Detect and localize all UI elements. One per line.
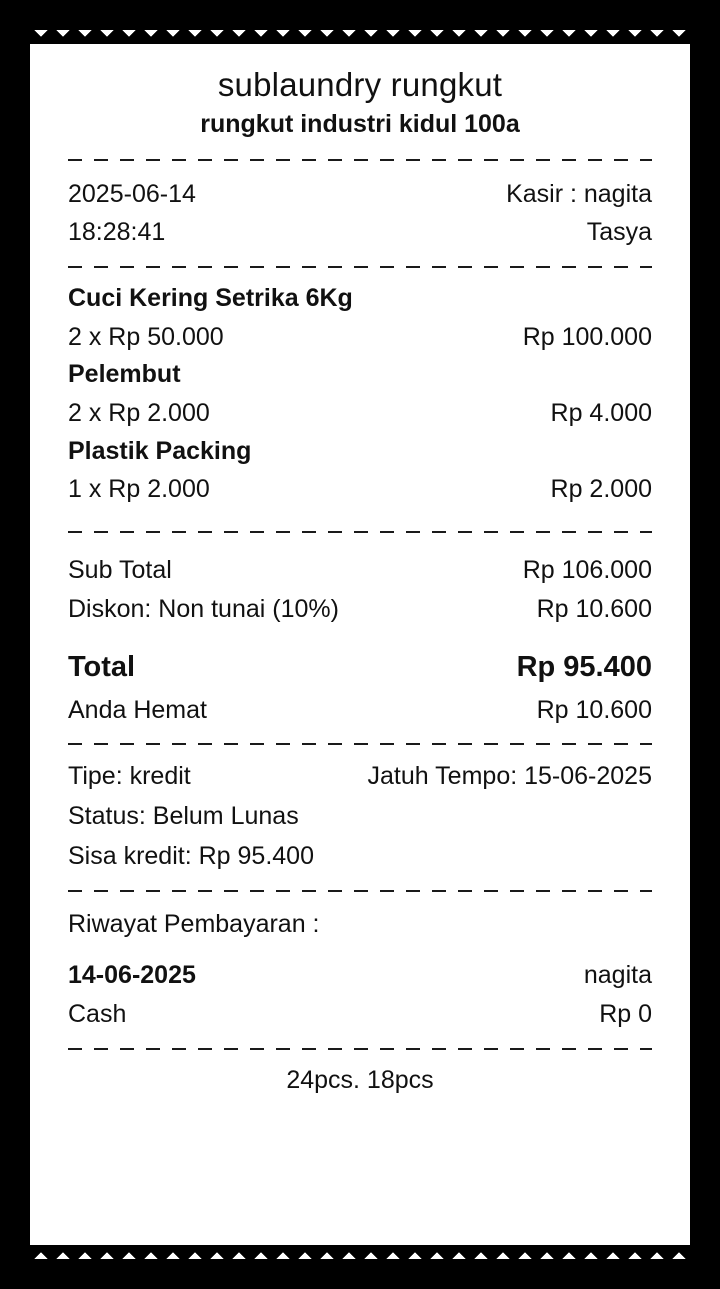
list-item [68, 956, 652, 1034]
payment-method: Cash [68, 999, 127, 1028]
store-name: sublaundry rungkut [217, 66, 503, 103]
savings-row [68, 691, 652, 730]
list-item [68, 280, 652, 356]
torn-edge-top [30, 30, 690, 44]
receipt-meta-row-1 [68, 175, 652, 214]
payment-detail-row [68, 995, 652, 1034]
subtotal-value: Rp 106.000 [522, 555, 652, 584]
list-item [68, 433, 652, 509]
total-value: Rp 95.400 [516, 651, 652, 684]
divider [68, 531, 652, 533]
item-amount: Rp 4.000 [550, 398, 652, 427]
discount-value: Rp 10.600 [536, 594, 652, 623]
divider [68, 159, 652, 161]
credit-status-label: Status: Belum Lunas [68, 802, 299, 831]
total-label: Total [68, 651, 136, 684]
payment-date: 14-06-2025 [68, 961, 196, 990]
item-amount: Rp 100.000 [522, 322, 652, 351]
discount-row [68, 590, 652, 629]
divider [68, 1048, 652, 1050]
payment-history-title: Riwayat Pembayaran : [68, 910, 320, 939]
receipt-paper [30, 30, 690, 1259]
receipt-container [30, 30, 690, 1259]
subtotal-row [68, 551, 652, 590]
receipt-meta-row-2 [68, 213, 652, 252]
divider [68, 890, 652, 892]
item-amount: Rp 2.000 [550, 475, 652, 503]
item-name: Plastik Packing [68, 436, 252, 465]
list-item [68, 356, 652, 432]
payment-actor: nagita [583, 961, 652, 990]
savings-value: Rp 10.600 [536, 695, 652, 724]
item-name: Pelembut [68, 360, 181, 389]
store-address: rungkut industri kidul 100a [200, 110, 520, 139]
transaction-time: 18:28:41 [68, 218, 166, 247]
item-qty-price: 1 x Rp 2.000 [68, 475, 210, 503]
piece-count-footer: 24pcs. 18pcs [286, 1065, 434, 1094]
discount-label: Diskon: Non tunai (10%) [68, 594, 339, 623]
cashier-name-continued: Tasya [586, 218, 652, 247]
credit-due-label: Jatuh Tempo: 15-06-2025 [367, 762, 652, 791]
item-amount-row [68, 470, 652, 509]
subtotal-label: Sub Total [68, 555, 172, 584]
item-amount-row [68, 318, 652, 357]
credit-type-label: Tipe: kredit [68, 762, 191, 791]
item-list [68, 280, 652, 509]
cashier-label: Kasir : nagita [506, 179, 652, 208]
payment-history-list [68, 956, 652, 1034]
payment-amount: Rp 0 [599, 999, 652, 1028]
credit-remaining-label: Sisa kredit: Rp 95.400 [68, 842, 314, 871]
torn-edge-bottom [30, 1245, 690, 1259]
item-amount-row [68, 394, 652, 433]
transaction-date: 2025-06-14 [68, 179, 196, 208]
credit-type-row [68, 757, 652, 796]
divider [68, 266, 652, 268]
savings-label: Anda Hemat [68, 695, 207, 724]
item-qty-price: 2 x Rp 2.000 [68, 398, 210, 427]
item-qty-price: 2 x Rp 50.000 [68, 322, 224, 351]
total-row [68, 644, 652, 690]
spacer [68, 628, 652, 638]
divider [68, 743, 652, 745]
item-name: Cuci Kering Setrika 6Kg [68, 284, 353, 312]
payment-history-header-row [68, 956, 652, 995]
